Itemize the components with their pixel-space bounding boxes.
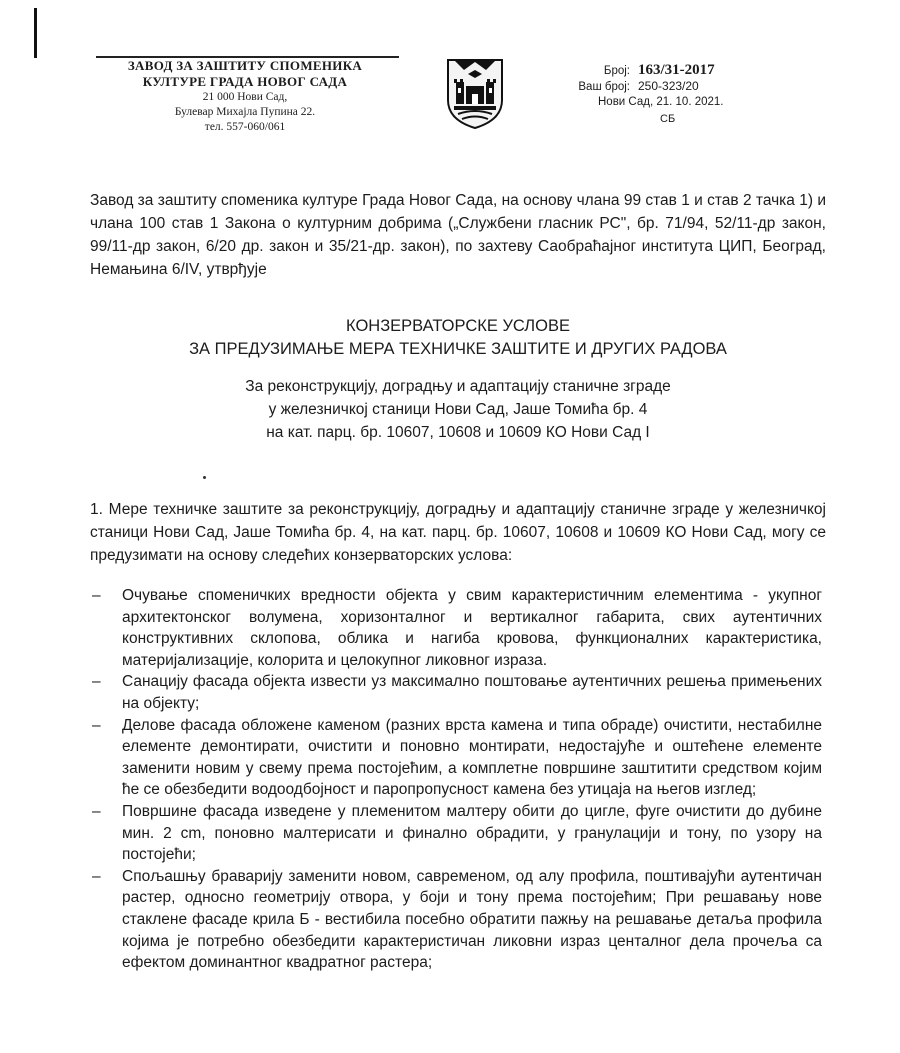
condition-text: Делове фасада обложене каменом (разних врста камена и типа обраде) очистити, нестабилне елементе демонтирати, очистити и поновно монтирати, недостајуће и оштећене елементе заменити новим у свему према постојећим, а комплетне површине заштитити средством којим ће се обезбедити водоодбојност и паропропусност камена без утицаја на његов изглед; xyxy=(122,716,822,799)
org-street: Булевар Михајла Пупина 22. xyxy=(174,106,316,118)
author-initials: СБ xyxy=(660,113,676,125)
document-title xyxy=(90,315,826,361)
org-name-line2: КУЛТУРЕ ГРАДА НОВОГ САДА xyxy=(142,74,348,89)
title-line1: КОНЗЕРВАТОРСКЕ УСЛОВЕ xyxy=(346,317,570,335)
scan-speck xyxy=(203,476,206,479)
document-subtitle xyxy=(90,375,826,444)
city-coat-of-arms-icon xyxy=(444,56,506,130)
conditions-list xyxy=(90,585,828,974)
subtitle-line1: За реконструкцију, доградњу и адаптацију станичне зграде xyxy=(245,378,671,395)
document-reference xyxy=(560,62,780,130)
section-1-paragraph: 1. Мере техничке заштите за реконструкцију, доградњу и адаптацију станичне зграде у железничкој станици Нови Сад, Јаше Томића бр. 4, на кат. парц. бр. 10607, 10608 и 10609 КО Нови Сад, могу се предузимати на основу следећих конзерваторских услова: xyxy=(90,501,826,564)
place-date: Нови Сад, 21. 10. 2021. xyxy=(598,96,724,108)
condition-text: Површине фасада изведене у племенитом малтеру обити до цигле, фуге очистити до дубине мин. 2 cm, поновно малтерисати и финално обрадити, у гранулацији и тону, по узору на постојећи; xyxy=(122,802,822,864)
subtitle-line2: у железничкој станици Нови Сад, Јаше Томића бр. 4 xyxy=(268,401,648,418)
letterhead-address xyxy=(95,58,395,135)
your-number-label: Ваш број: xyxy=(578,81,630,93)
condition-item xyxy=(90,866,828,974)
condition-item xyxy=(90,715,828,801)
document-number: 163/31-2017 xyxy=(638,62,715,78)
condition-text: Очување споменичких вредности објекта у свим карактеристичним елементима - укупног архитектонског волумена, хоризонталног и вертикалног габарита, свих аутентичних конструктивних склопова, облика и нагиба кровова, функционалних карактеристика, материјализације, колорита и целокупног ликовног израза. xyxy=(122,587,822,669)
org-name-line1: ЗАВОД ЗА ЗАШТИТУ СПОМЕНИКА xyxy=(127,58,363,73)
number-label: Број: xyxy=(603,65,630,77)
title-line2: ЗА ПРЕДУЗИМАЊЕ МЕРА ТЕХНИЧКЕ ЗАШТИТЕ И ДРУГИХ РАДОВА xyxy=(189,340,727,358)
intro-paragraph: Завод за заштиту споменика културе Града Новог Сада, на основу члана 99 став 1 и став 2 тачка 1) и члана 100 став 1 Закона о културним добрима („Службени гласник РС", бр. 71/94, 52/11-др закон, 99/11-др закон, 6/20 др. закон и 35/21-др. закон), по захтеву Саобраћајног института ЦИП, Београд, Немањина 6/IV, утврђује xyxy=(90,192,826,278)
condition-item xyxy=(90,671,828,714)
list-dash: – xyxy=(92,716,101,734)
list-dash: – xyxy=(92,867,101,885)
subtitle-line3: на кат. парц. бр. 10607, 10608 и 10609 КО Нови Сад I xyxy=(266,424,650,441)
list-dash: – xyxy=(92,587,101,604)
list-dash: – xyxy=(92,802,101,820)
condition-text: Спољашњу браварију заменити новом, савременом, од алу профила, поштивајући аутентичан растер, односно геометрију отвора, у боји и тону према постојећим; При решавању нове стаклене фасаде крила Б - вестибила посебно обратити пажњу на решавање детаља профила којима је потребно обезбедити карактеристичан ликовни израз центалног дела прочеља са ефектом доминантног квадратног растера; xyxy=(122,867,822,972)
scan-artifact-mark xyxy=(34,8,37,58)
condition-item xyxy=(90,585,828,671)
org-postal: 21 000 Нови Сад, xyxy=(202,91,288,103)
your-number-value: 250-323/20 xyxy=(638,79,699,93)
condition-text: Санацију фасада објекта извести уз максимално поштовање аутентичних решења примењених на објекту; xyxy=(122,673,822,712)
list-dash: – xyxy=(92,673,101,691)
condition-item xyxy=(90,801,828,866)
org-phone: тел. 557-060/061 xyxy=(204,121,286,133)
